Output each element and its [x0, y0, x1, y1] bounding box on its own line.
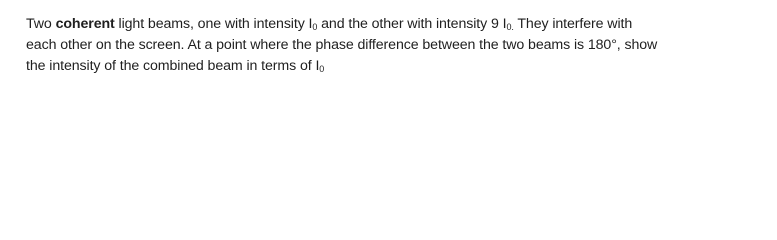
- question-line-2: each other on the screen. At a point where the phase difference between the two beams is 180°, show: [26, 37, 658, 53]
- question-line-3: [26, 56, 774, 77]
- text-segment: light beams, one with intensity I: [114, 16, 313, 32]
- subscript: 0.: [506, 22, 514, 32]
- text-segment: the intensity of the combined beam in terms of I: [26, 58, 320, 74]
- question-line-1: [26, 14, 774, 35]
- subscript: 0: [312, 22, 318, 32]
- bold-term: coherent: [55, 16, 115, 32]
- text-segment: They interfere with: [513, 16, 633, 32]
- text-segment: and the other with intensity 9 I: [317, 16, 507, 32]
- question-text: [26, 14, 774, 77]
- subscript: 0: [319, 64, 325, 74]
- text-segment: Two: [26, 16, 56, 32]
